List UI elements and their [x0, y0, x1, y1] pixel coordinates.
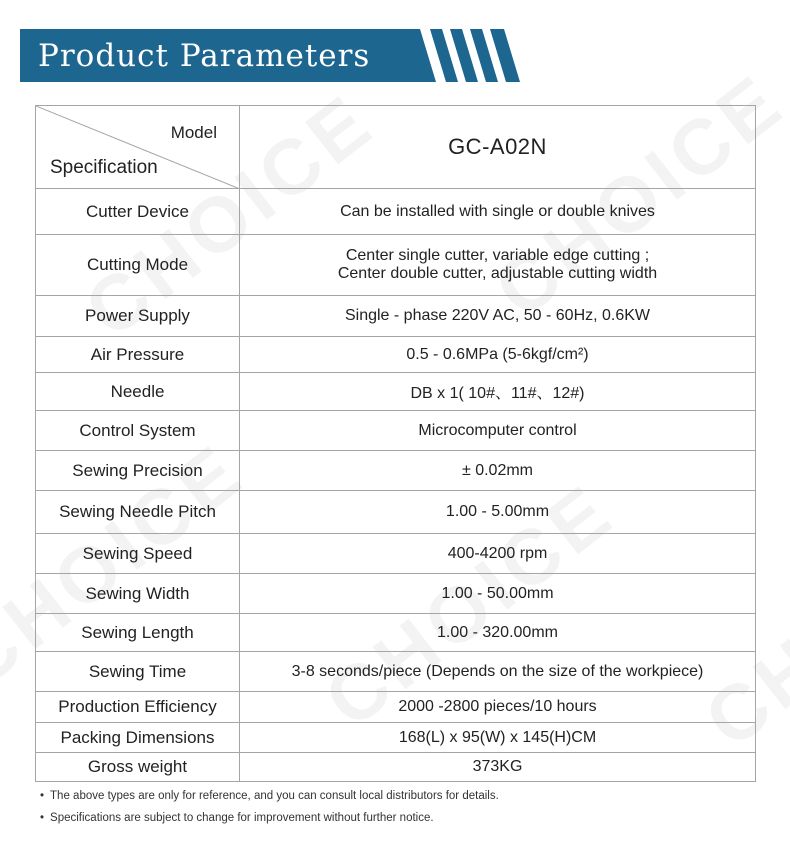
- table-row: [36, 235, 756, 296]
- bullet-icon: •: [40, 812, 45, 824]
- row-label: Sewing Length: [36, 614, 240, 652]
- row-value: 1.00 - 320.00mm: [240, 614, 756, 652]
- row-value: 2000 -2800 pieces/10 hours: [240, 692, 756, 723]
- row-value: ± 0.02mm: [240, 451, 756, 491]
- model-name: GC-A02N: [240, 106, 756, 189]
- row-value: Microcomputer control: [240, 411, 756, 451]
- row-value: Can be installed with single or double knives: [240, 189, 756, 235]
- row-value: DB x 1( 10#、11#、12#): [240, 373, 756, 411]
- table-row: [36, 411, 756, 451]
- row-value: 0.5 - 0.6MPa (5-6kgf/cm²): [240, 337, 756, 373]
- row-value: 1.00 - 50.00mm: [240, 574, 756, 614]
- row-value: Single - phase 220V AC, 50 - 60Hz, 0.6KW: [240, 296, 756, 337]
- corner-cell: [36, 106, 240, 189]
- banner-stripes: [392, 29, 532, 82]
- footnote: • The above types are only for reference, and you can consult local distributors for details.: [40, 790, 499, 802]
- row-label: Control System: [36, 411, 240, 451]
- row-value: 3-8 seconds/piece (Depends on the size of the workpiece): [240, 652, 756, 692]
- parameters-table: [35, 105, 756, 782]
- row-label: Sewing Precision: [36, 451, 240, 491]
- table-row: [36, 373, 756, 411]
- row-value: 1.00 - 5.00mm: [240, 491, 756, 534]
- table-row: [36, 491, 756, 534]
- row-label: Sewing Needle Pitch: [36, 491, 240, 534]
- table-row: [36, 451, 756, 491]
- row-label: Cutter Device: [36, 189, 240, 235]
- table-header-row: [36, 106, 756, 189]
- row-label: Air Pressure: [36, 337, 240, 373]
- row-value-line-1: Center single cutter, variable edge cutting ;: [345, 247, 650, 264]
- corner-spec-label: Specification: [50, 157, 158, 178]
- row-label: Gross weight: [36, 753, 240, 782]
- table-row: [36, 189, 756, 235]
- table-row: [36, 723, 756, 753]
- row-label: Production Efficiency: [36, 692, 240, 723]
- table-row: [36, 574, 756, 614]
- row-value: 400-4200 rpm: [240, 534, 756, 574]
- row-value: 168(L) x 95(W) x 145(H)CM: [240, 723, 756, 753]
- table-row: [36, 337, 756, 373]
- corner-model-label: Model: [170, 123, 217, 142]
- table-row: [36, 753, 756, 782]
- page-title: Product Parameters: [38, 38, 371, 74]
- row-value: [240, 235, 756, 296]
- footnote: • Specifications are subject to change for improvement without further notice.: [40, 812, 434, 824]
- bullet-icon: •: [40, 790, 45, 802]
- row-label: Sewing Width: [36, 574, 240, 614]
- row-label: Sewing Speed: [36, 534, 240, 574]
- table-row: [36, 652, 756, 692]
- table-row: [36, 614, 756, 652]
- row-label: Power Supply: [36, 296, 240, 337]
- row-value-line-2: Center double cutter, adjustable cutting width: [337, 265, 658, 282]
- row-label: Cutting Mode: [36, 235, 240, 296]
- table-row: [36, 534, 756, 574]
- row-label: Needle: [36, 373, 240, 411]
- row-label: Packing Dimensions: [36, 723, 240, 753]
- table-row: [36, 296, 756, 337]
- row-label: Sewing Time: [36, 652, 240, 692]
- table-row: [36, 692, 756, 723]
- row-value: 373KG: [240, 753, 756, 782]
